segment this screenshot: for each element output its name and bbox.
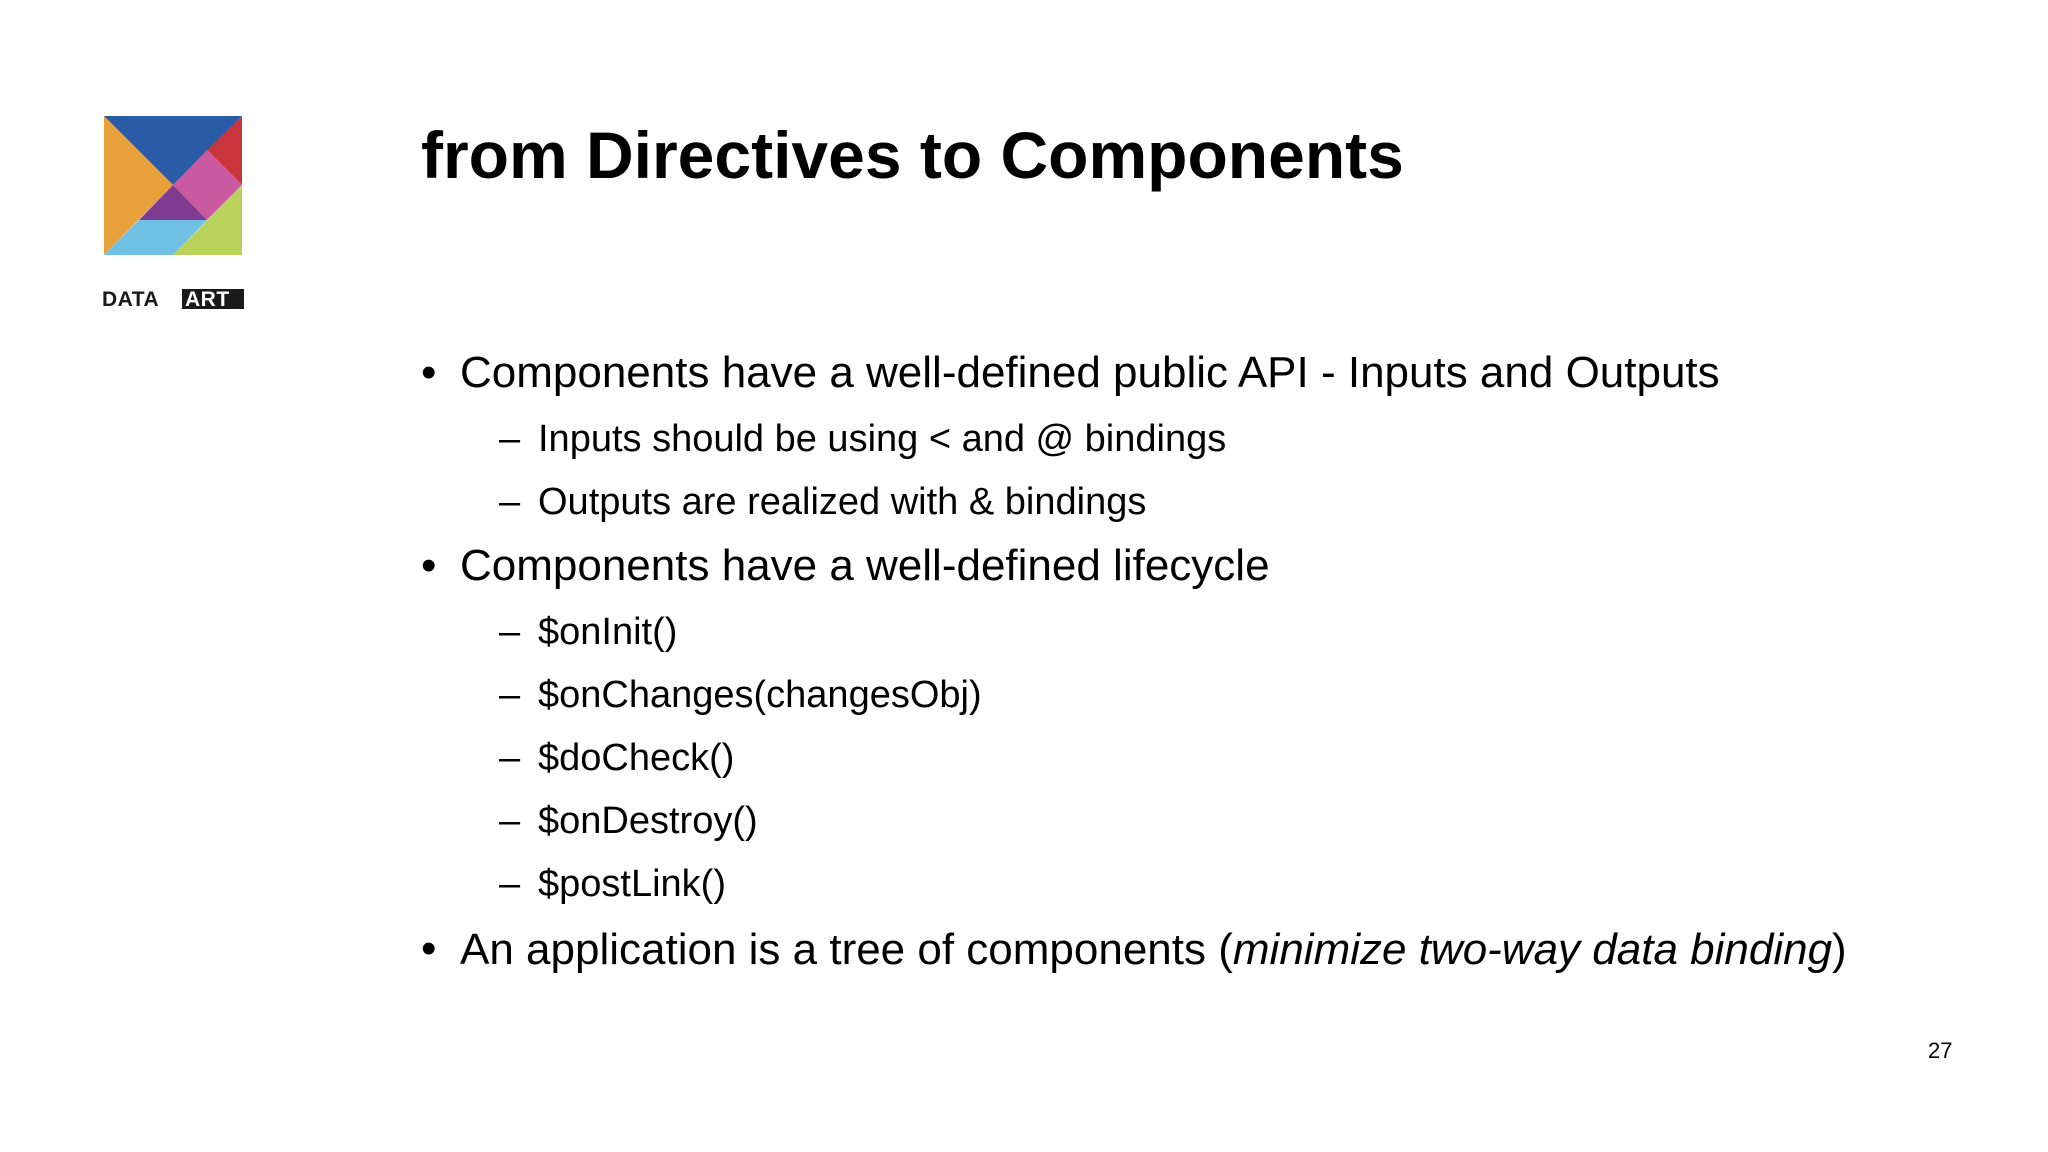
- sub-item: [421, 864, 1861, 904]
- bullet-text-plain: An application is a tree of components (: [460, 925, 1233, 974]
- bullet-marker: •: [421, 348, 437, 397]
- dash-marker: –: [499, 611, 521, 653]
- dash-marker: –: [499, 418, 521, 460]
- sub-item: [421, 801, 1861, 841]
- bullet-text: Components have a well-defined lifecycle: [460, 541, 1270, 590]
- sub-item-text: $onInit(): [538, 611, 678, 653]
- bullet-text-plain-end: ): [1832, 925, 1847, 974]
- dash-marker: –: [499, 800, 521, 842]
- sub-list: [460, 612, 1861, 904]
- sub-item: [421, 675, 1861, 715]
- bullet-text: [460, 926, 1861, 974]
- svg-text:DATA: DATA: [102, 288, 160, 310]
- sub-list: [460, 419, 1861, 522]
- dataart-wordmark: [102, 288, 244, 310]
- sub-item-text: $postLink(): [538, 863, 726, 905]
- dash-marker: –: [499, 481, 521, 523]
- sub-item: [421, 738, 1861, 778]
- sub-item-text: Inputs should be using < and @ bindings: [538, 418, 1227, 460]
- bullet-list: [421, 350, 1861, 974]
- slide-title: from Directives to Components: [421, 118, 1404, 192]
- sub-item: [421, 482, 1861, 522]
- sub-item-text: $onChanges(changesObj): [538, 674, 982, 716]
- page-number: 27: [1928, 1038, 1953, 1063]
- bullet-item: [421, 926, 1861, 974]
- dataart-logo-icon: [104, 116, 242, 255]
- sub-item: [421, 612, 1861, 652]
- sub-item-text: Outputs are realized with & bindings: [538, 481, 1147, 523]
- bullet-item: [421, 543, 1861, 904]
- bullet-marker: •: [421, 924, 437, 973]
- sub-item-text: $onDestroy(): [538, 800, 758, 842]
- sub-item-text: $doCheck(): [538, 737, 735, 779]
- dash-marker: –: [499, 674, 521, 716]
- dash-marker: –: [499, 737, 521, 779]
- bullet-text-italic: minimize two-way data binding: [1232, 925, 1833, 974]
- sub-item: [421, 419, 1861, 459]
- bullet-item: [421, 350, 1861, 522]
- bullet-marker: •: [421, 541, 437, 590]
- svg-text:ART: ART: [185, 288, 230, 310]
- dash-marker: –: [499, 863, 521, 905]
- bullet-text: Components have a well-defined public API - Inputs and Outputs: [460, 348, 1720, 397]
